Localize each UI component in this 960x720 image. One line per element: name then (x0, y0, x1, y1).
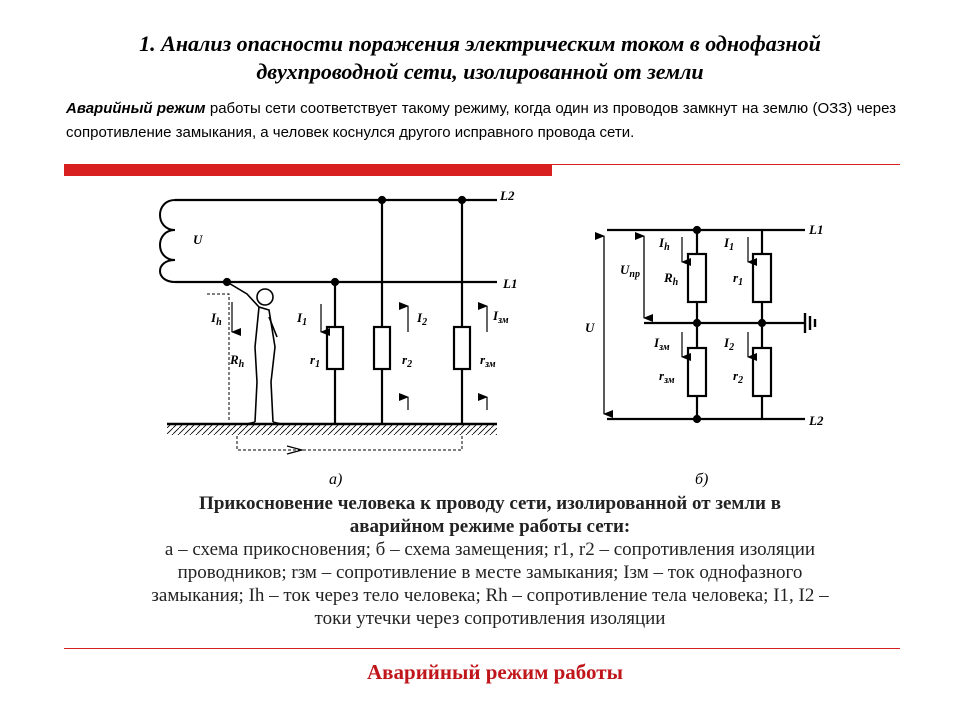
title-line-1: 1. Анализ опасности поражения электрическим током в однофазной (139, 31, 821, 56)
intro-text: работы сети соответствует такому режиму, когда один из проводов замкнут на землю (ОЗЗ) через сопротивление замыкания, а человек коснулся другого исправного провода сети. (66, 100, 896, 141)
bottom-divider-line (64, 648, 900, 649)
label-a-Rh: $R_h$ (230, 352, 245, 370)
footer-title: Аварийный режим работы (367, 660, 623, 684)
label-b-caption: б) (695, 471, 709, 488)
resistor-r2-b (753, 348, 771, 396)
resistor-r1-b (753, 254, 771, 302)
figure-caption (150, 492, 830, 630)
resistor-r2-a (374, 327, 390, 369)
red-divider-line (552, 164, 900, 165)
label-b-Upr: $U_{пр}$ (620, 262, 640, 280)
resistor-r1-a (327, 327, 343, 369)
resistor-Rh-b (688, 254, 706, 302)
intro-paragraph (66, 97, 896, 145)
label-b-U: U (585, 320, 595, 335)
label-b-L1: L1 (809, 222, 824, 237)
resistor-rzm-b (688, 348, 706, 396)
label-a-L2: L2 (500, 188, 515, 203)
label-b-Ih: $I_h$ (659, 235, 670, 253)
label-b-L2: L2 (809, 413, 824, 428)
caption-body: а – схема прикосновения; б – схема замещения; r1, r2 – сопротивления изоляции проводников; rзм – сопротивление в месте замыкания; Iзм – ток однофазного замыкания; Ih – ток через тело человека; Rh – сопротивление тела человека; I1, I2 – токи утечки через сопротивления изоляции (151, 539, 829, 629)
label-b-I2: $I_2$ (724, 335, 735, 353)
diagram-b (604, 227, 815, 422)
label-b-r2: $r_2$ (733, 368, 744, 386)
intro-lead: Аварийный режим (66, 100, 206, 117)
label-a-L1: L1 (503, 276, 518, 291)
label-a-r1: $r_1$ (310, 352, 321, 370)
red-divider-bar (64, 164, 552, 176)
label-b-I1: $I_1$ (724, 235, 735, 253)
label-b-Rh: $R_h$ (664, 270, 679, 288)
label-b-Izm: $I_{зм}$ (654, 335, 670, 353)
label-b-r1: $r_1$ (733, 270, 744, 288)
source-coil (160, 200, 175, 282)
label-a-Ih: $I_h$ (211, 310, 222, 328)
slide-title (80, 30, 880, 86)
label-a-Izm: $I_{зм}$ (493, 308, 509, 326)
label-a-I1: $I_1$ (297, 310, 308, 328)
ground-symbol (805, 313, 815, 333)
diagram-a (160, 197, 497, 454)
label-a-r2: $r_2$ (402, 352, 413, 370)
label-a-caption: а) (329, 471, 343, 488)
label-a-U: U (193, 232, 203, 247)
resistor-rzm-a (454, 327, 470, 369)
label-a-I2: $I_2$ (417, 310, 428, 328)
label-a-rzm: $r_{зм}$ (480, 352, 496, 370)
label-b-rzm: $r_{зм}$ (659, 368, 675, 386)
caption-title: Прикосновение человека к проводу сети, изолированной от земли в аварийном режиме работы сети: (199, 493, 781, 537)
title-line-2: двухпроводной сети, изолированной от земли (256, 59, 704, 84)
